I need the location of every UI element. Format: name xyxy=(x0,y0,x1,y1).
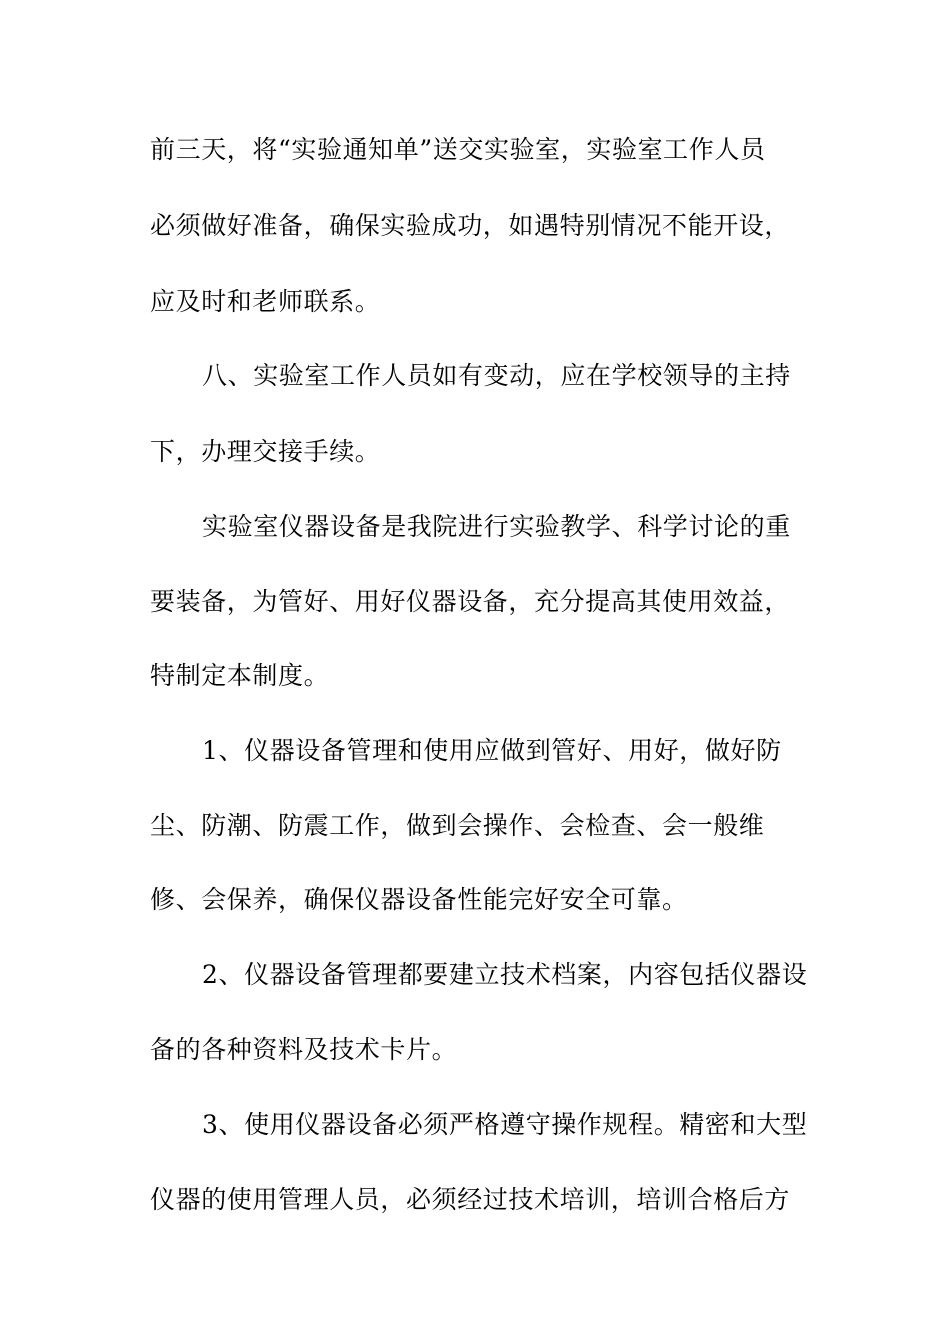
text-line: 尘、防潮、防震工作，做到会操作、会检查、会一般维 xyxy=(150,811,765,840)
text-line: 备的各种资料及技术卡片。 xyxy=(150,1035,458,1064)
paragraph-first-line: 八、实验室工作人员如有变动，应在学校领导的主持 xyxy=(202,361,791,390)
text-line: 必须做好准备，确保实验成功，如遇特别情况不能开设， xyxy=(150,211,791,240)
text-line: 特制定本制度。 xyxy=(150,661,330,690)
paragraph-first-line: 1、仪器设备管理和使用应做到管好、用好，做好防 xyxy=(202,736,782,765)
text-line: 仪器的使用管理人员，必须经过技术培训，培训合格后方 xyxy=(150,1185,791,1214)
paragraph-first-line: 3、使用仪器设备必须严格遵守操作规程。精密和大型 xyxy=(202,1110,808,1139)
paragraph-first-line: 2、仪器设备管理都要建立技术档案，内容包括仪器设 xyxy=(202,960,808,989)
text-line: 前三天，将“实验通知单”送交实验室，实验室工作人员 xyxy=(150,135,766,164)
paragraph-first-line: 实验室仪器设备是我院进行实验教学、科学讨论的重 xyxy=(202,512,791,541)
text-line: 应及时和老师联系。 xyxy=(150,287,381,316)
text-line: 修、会保养，确保仪器设备性能完好安全可靠。 xyxy=(150,885,688,914)
text-line: 要装备，为管好、用好仪器设备，充分提高其使用效益， xyxy=(150,587,791,616)
text-line: 下，办理交接手续。 xyxy=(150,437,381,466)
